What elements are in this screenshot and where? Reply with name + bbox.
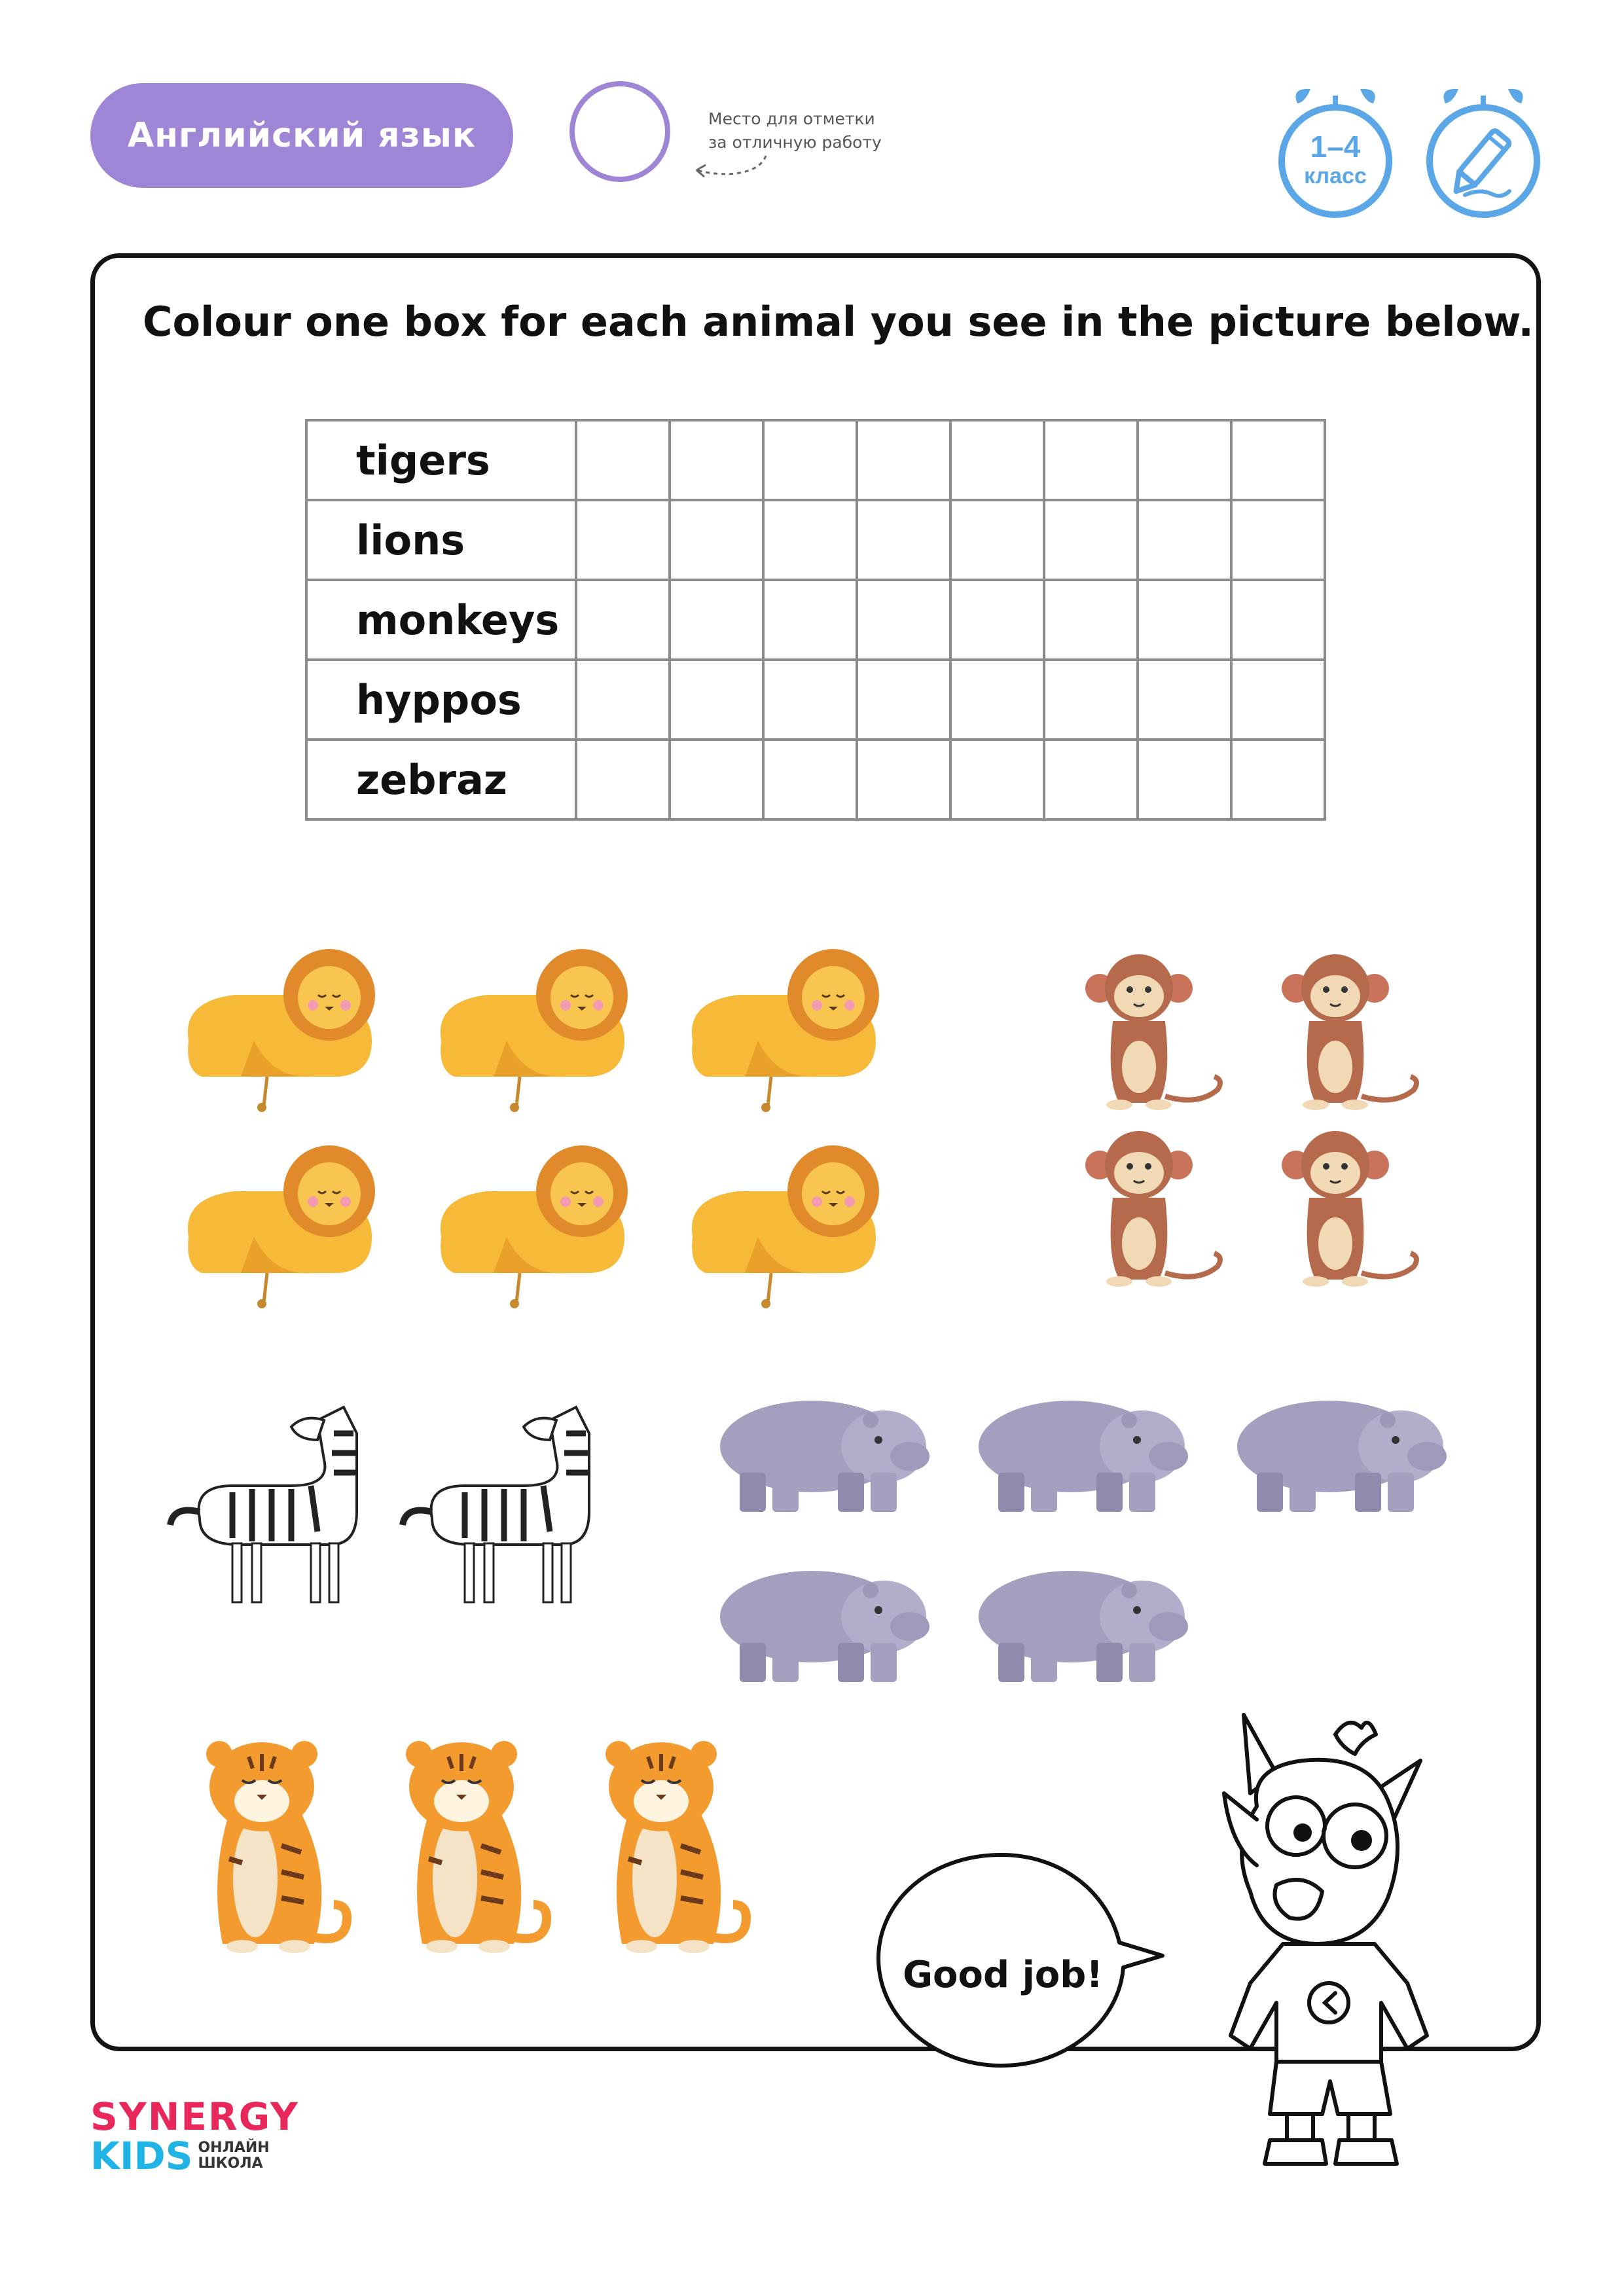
subject-label: Английский язык	[127, 116, 477, 155]
animal-name-cell: zebraz	[306, 740, 576, 819]
colour-box[interactable]	[670, 740, 763, 819]
lion-illustration	[679, 942, 882, 1113]
colour-box[interactable]	[1044, 660, 1138, 740]
grade-number: 1–4	[1310, 130, 1361, 164]
colour-box[interactable]	[950, 500, 1044, 580]
count-table	[305, 419, 1326, 821]
colour-box[interactable]	[576, 660, 670, 740]
hippo-illustration	[1231, 1374, 1453, 1518]
table-row	[306, 580, 1325, 660]
colour-box[interactable]	[763, 500, 857, 580]
curved-arrow-icon	[687, 152, 772, 181]
colour-box[interactable]	[950, 660, 1044, 740]
monkey-illustration	[1270, 1126, 1427, 1289]
grade-mark-note-line1: Место для отметки	[708, 109, 875, 128]
colour-box[interactable]	[950, 580, 1044, 660]
colour-box[interactable]	[576, 740, 670, 819]
colour-box[interactable]	[1138, 420, 1231, 500]
colour-box[interactable]	[1138, 500, 1231, 580]
lion-illustration	[428, 942, 631, 1113]
colour-box[interactable]	[1138, 740, 1231, 819]
colour-box[interactable]	[1231, 500, 1325, 580]
grade-mark-note-line2: за отличную работу	[708, 133, 882, 152]
colour-box[interactable]	[1138, 580, 1231, 660]
monkey-illustration	[1074, 1126, 1231, 1289]
synergy-kids-logo	[90, 2094, 299, 2178]
colour-box[interactable]	[1138, 660, 1231, 740]
colour-box[interactable]	[1231, 660, 1325, 740]
rhino-mascot-illustration	[1204, 1695, 1479, 2179]
lion-illustration	[428, 1139, 631, 1309]
colour-box[interactable]	[950, 420, 1044, 500]
table-row	[306, 660, 1325, 740]
colour-box[interactable]	[1231, 580, 1325, 660]
zebra-illustration	[393, 1394, 602, 1610]
hippo-illustration	[972, 1374, 1195, 1518]
grade-level-badge	[1271, 84, 1399, 219]
speech-text: Good job!	[903, 1954, 1103, 1996]
colour-box[interactable]	[1044, 740, 1138, 819]
colour-box[interactable]	[670, 420, 763, 500]
colour-box[interactable]	[1231, 420, 1325, 500]
colour-box[interactable]	[763, 580, 857, 660]
colour-box[interactable]	[763, 660, 857, 740]
grade-mark-note	[708, 107, 944, 154]
task-instruction: Colour one box for each animal you see in the picture below.	[143, 298, 1534, 346]
colour-box[interactable]	[857, 740, 950, 819]
animal-name-cell: lions	[306, 500, 576, 580]
colour-box[interactable]	[670, 500, 763, 580]
monkey-illustration	[1074, 949, 1231, 1113]
tiger-illustration	[383, 1728, 553, 1957]
colour-box[interactable]	[857, 580, 950, 660]
colour-box[interactable]	[950, 740, 1044, 819]
hippo-illustration	[713, 1374, 936, 1518]
animal-name-cell: hyppos	[306, 660, 576, 740]
subject-badge	[90, 83, 513, 188]
colour-box[interactable]	[1044, 420, 1138, 500]
zebra-illustration	[160, 1394, 370, 1610]
colour-box[interactable]	[1044, 580, 1138, 660]
colour-box[interactable]	[670, 660, 763, 740]
lion-illustration	[175, 942, 378, 1113]
grade-word: класс	[1304, 164, 1367, 188]
colour-box[interactable]	[763, 420, 857, 500]
hippo-illustration	[972, 1545, 1195, 1689]
colour-box[interactable]	[576, 580, 670, 660]
colour-box[interactable]	[670, 580, 763, 660]
table-row	[306, 500, 1325, 580]
colour-box[interactable]	[1044, 500, 1138, 580]
logo-kids: KIDS	[90, 2134, 193, 2178]
logo-synergy: SYNERGY	[90, 2094, 299, 2139]
hippo-illustration	[713, 1545, 936, 1689]
table-row	[306, 420, 1325, 500]
colour-box[interactable]	[1231, 740, 1325, 819]
pencil-badge-icon	[1419, 84, 1547, 219]
tiger-illustration	[583, 1728, 753, 1957]
colour-box[interactable]	[857, 420, 950, 500]
tiger-illustration	[183, 1728, 353, 1957]
colour-box[interactable]	[857, 660, 950, 740]
colour-box[interactable]	[576, 420, 670, 500]
table-row	[306, 740, 1325, 819]
colour-box[interactable]	[576, 500, 670, 580]
logo-school: ШКОЛА	[198, 2155, 263, 2172]
grade-mark-circle	[569, 81, 670, 182]
monkey-illustration	[1270, 949, 1427, 1113]
animal-name-cell: tigers	[306, 420, 576, 500]
colour-box[interactable]	[857, 500, 950, 580]
lion-illustration	[679, 1139, 882, 1309]
lion-illustration	[175, 1139, 378, 1309]
colour-box[interactable]	[763, 740, 857, 819]
animal-name-cell: monkeys	[306, 580, 576, 660]
logo-online: ОНЛАЙН	[198, 2140, 270, 2156]
